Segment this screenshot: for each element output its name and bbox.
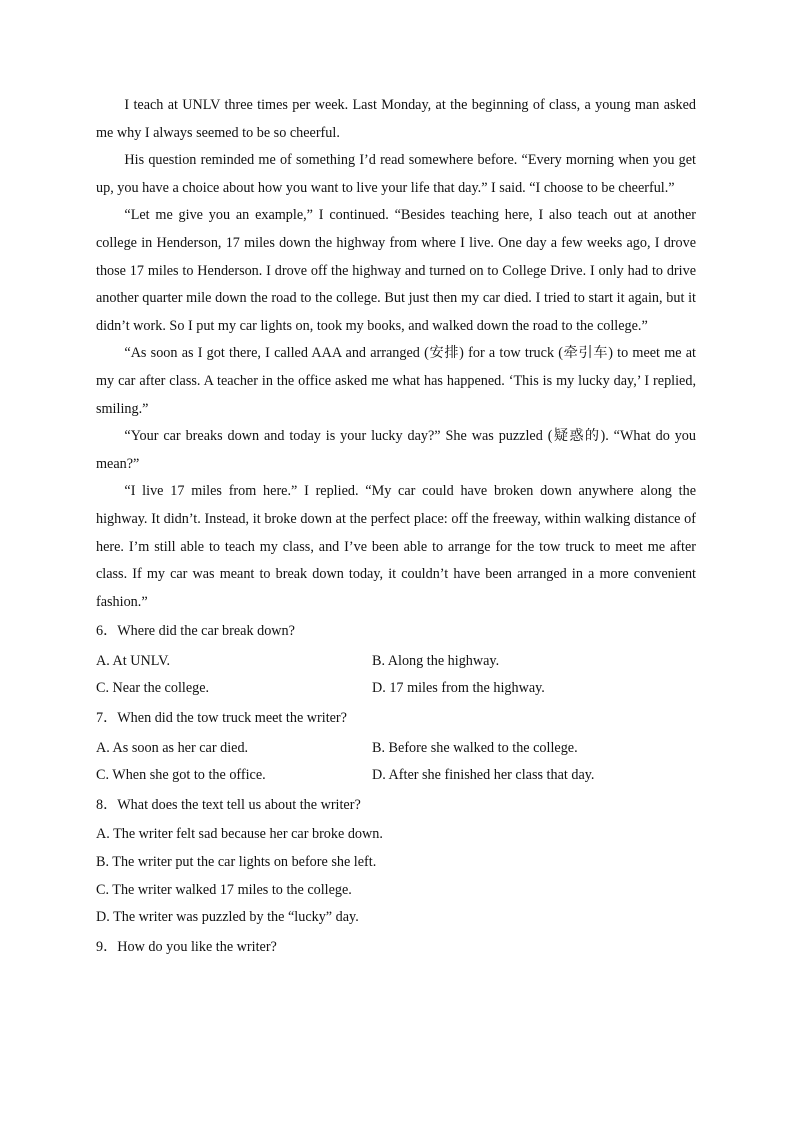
question-6 [96, 618, 696, 703]
passage-paragraph-2: His question reminded me of something I’d read somewhere before. “Every morning when you get up, you have a choice about how you want to live your life that day.” I said. “I choose to be cheerful.” [96, 152, 696, 196]
question-8 [96, 792, 696, 932]
option-c: C. The writer walked 17 miles to the college. [96, 881, 352, 898]
option-b: B. The writer put the car lights on before she left. [96, 854, 377, 871]
option-d: D. After she finished her class that day. [372, 767, 595, 784]
option-d: D. The writer was puzzled by the “lucky” day. [96, 909, 359, 926]
document-page [96, 92, 696, 961]
passage-paragraph-1: I teach at UNLV three times per week. Last Monday, at the beginning of class, a young man asked me why I always seemed to be so cheerful. [96, 97, 696, 141]
option-a: A. The writer felt sad because her car broke down. [96, 826, 383, 843]
question-stem: 8．What does the text tell us about the writer? [96, 796, 361, 813]
question-9 [96, 934, 696, 962]
option-list [96, 648, 696, 703]
passage-paragraph-5: “Your car breaks down and today is your lucky day?” She was puzzled (疑惑的). “What do you mean?” [96, 428, 696, 472]
option-d: D. 17 miles from the highway. [372, 680, 545, 697]
option-c: C. Near the college. [96, 680, 210, 697]
passage-paragraph-3: “Let me give you an example,” I continued. “Besides teaching here, I also teach out at another college in Henderson, 17 miles down the highway from where I live. One day a few weeks ago, I drove those 17 miles to Henderson. I drove off the highway and turned on to College Drive. I only had to drive another quarter mile down the road to the college. But just then my car died. I tried to start it again, but it didn’t work. So I put my car lights on, took my books, and walked down the road to the college.” [96, 207, 696, 334]
option-list [96, 735, 696, 790]
question-stem: 6．Where did the car break down? [96, 623, 295, 640]
question-stem: 7．When did the tow truck meet the writer? [96, 710, 347, 727]
option-c: C. When she got to the office. [96, 767, 266, 784]
passage-paragraph-6: “I live 17 miles from here.” I replied. “My car could have broken down anywhere along the highway. It didn’t. Instead, it broke down at the perfect place: off the freeway, within walking distance of here. I’m still able to teach my class, and I’ve been able to arrange for the tow truck to meet me after class. If my car was meant to break down today, it couldn’t have been arranged in a more convenient fashion.” [96, 483, 696, 610]
question-stem: 9．How do you like the writer? [96, 938, 277, 955]
passage-paragraph-4: “As soon as I got there, I called AAA and arranged (安排) for a tow truck (牵引车) to meet me at my car after class. A teacher in the office asked me what has happened. ‘This is my lucky day,’ I replied, smiling.” [96, 345, 696, 417]
option-list [96, 821, 696, 931]
option-b: B. Before she walked to the college. [372, 739, 578, 756]
question-7 [96, 705, 696, 790]
option-a: A. As soon as her car died. [96, 739, 249, 756]
option-a: A. At UNLV. [96, 652, 171, 669]
option-b: B. Along the highway. [372, 652, 500, 669]
